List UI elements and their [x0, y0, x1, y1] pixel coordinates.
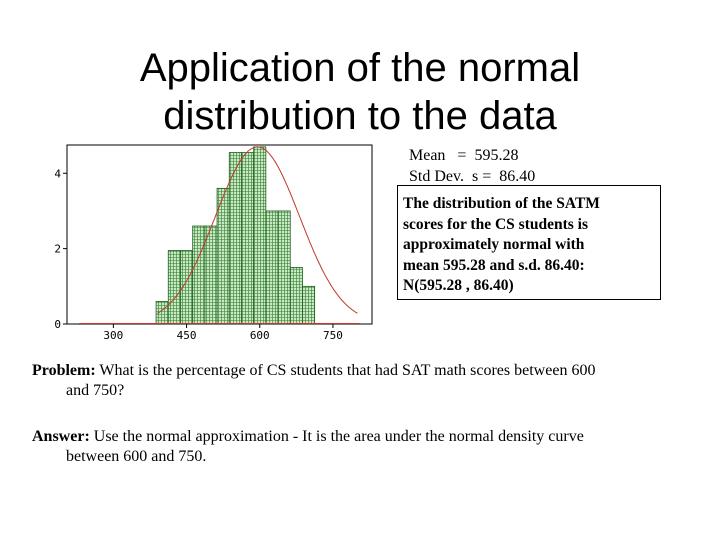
- y-tick-label: 0: [54, 318, 61, 331]
- histogram-bar: [205, 226, 217, 324]
- slide-title: [60, 44, 660, 140]
- note-line: The distribution of the SATM: [403, 195, 600, 212]
- histogram-bars: [156, 147, 315, 324]
- histogram-bar: [278, 211, 290, 324]
- std-dev-line: Std Dev. s = 86.40: [409, 168, 536, 185]
- y-tick-label: 4: [54, 167, 61, 181]
- problem-text-continued: and 750?: [66, 382, 125, 399]
- x-tick-label: 750: [323, 329, 343, 340]
- note-line: approximately normal with: [403, 236, 585, 253]
- problem-label: Problem:: [32, 362, 96, 379]
- problem-text: What is the percentage of CS students that had SAT math scores between 600: [99, 362, 596, 379]
- y-tick-label: 2: [54, 242, 61, 256]
- note-line: N(595.28 , 86.40): [403, 277, 514, 294]
- x-tick-label: 600: [249, 329, 270, 340]
- problem-paragraph: [32, 361, 692, 401]
- histogram-bar: [290, 267, 302, 324]
- histogram-bar: [241, 153, 253, 324]
- answer-label: Answer:: [32, 428, 90, 445]
- note-line: mean 595.28 and s.d. 86.40:: [403, 256, 585, 274]
- histogram-bar: [254, 147, 266, 324]
- histogram-chart: [50, 140, 380, 340]
- slide-title-line-1: Application of the normal: [139, 46, 581, 90]
- histogram-bar: [302, 286, 314, 324]
- slide-title-line-2: distribution to the data: [163, 94, 557, 138]
- distribution-note-box: [397, 185, 661, 300]
- x-tick-label: 450: [176, 329, 197, 340]
- note-line: scores for the CS students is: [403, 215, 589, 233]
- mean-line: Mean = 595.28: [409, 147, 519, 164]
- histogram-bar: [266, 211, 278, 324]
- histogram-bar: [168, 251, 180, 324]
- summary-statistics: [409, 145, 535, 187]
- answer-text-continued: between 600 and 750.: [66, 448, 207, 465]
- histogram-bar: [193, 226, 205, 324]
- answer-paragraph: [32, 427, 692, 467]
- x-tick-label: 300: [103, 329, 124, 340]
- answer-text: Use the normal approximation - It is the area under the normal density curve: [93, 428, 584, 445]
